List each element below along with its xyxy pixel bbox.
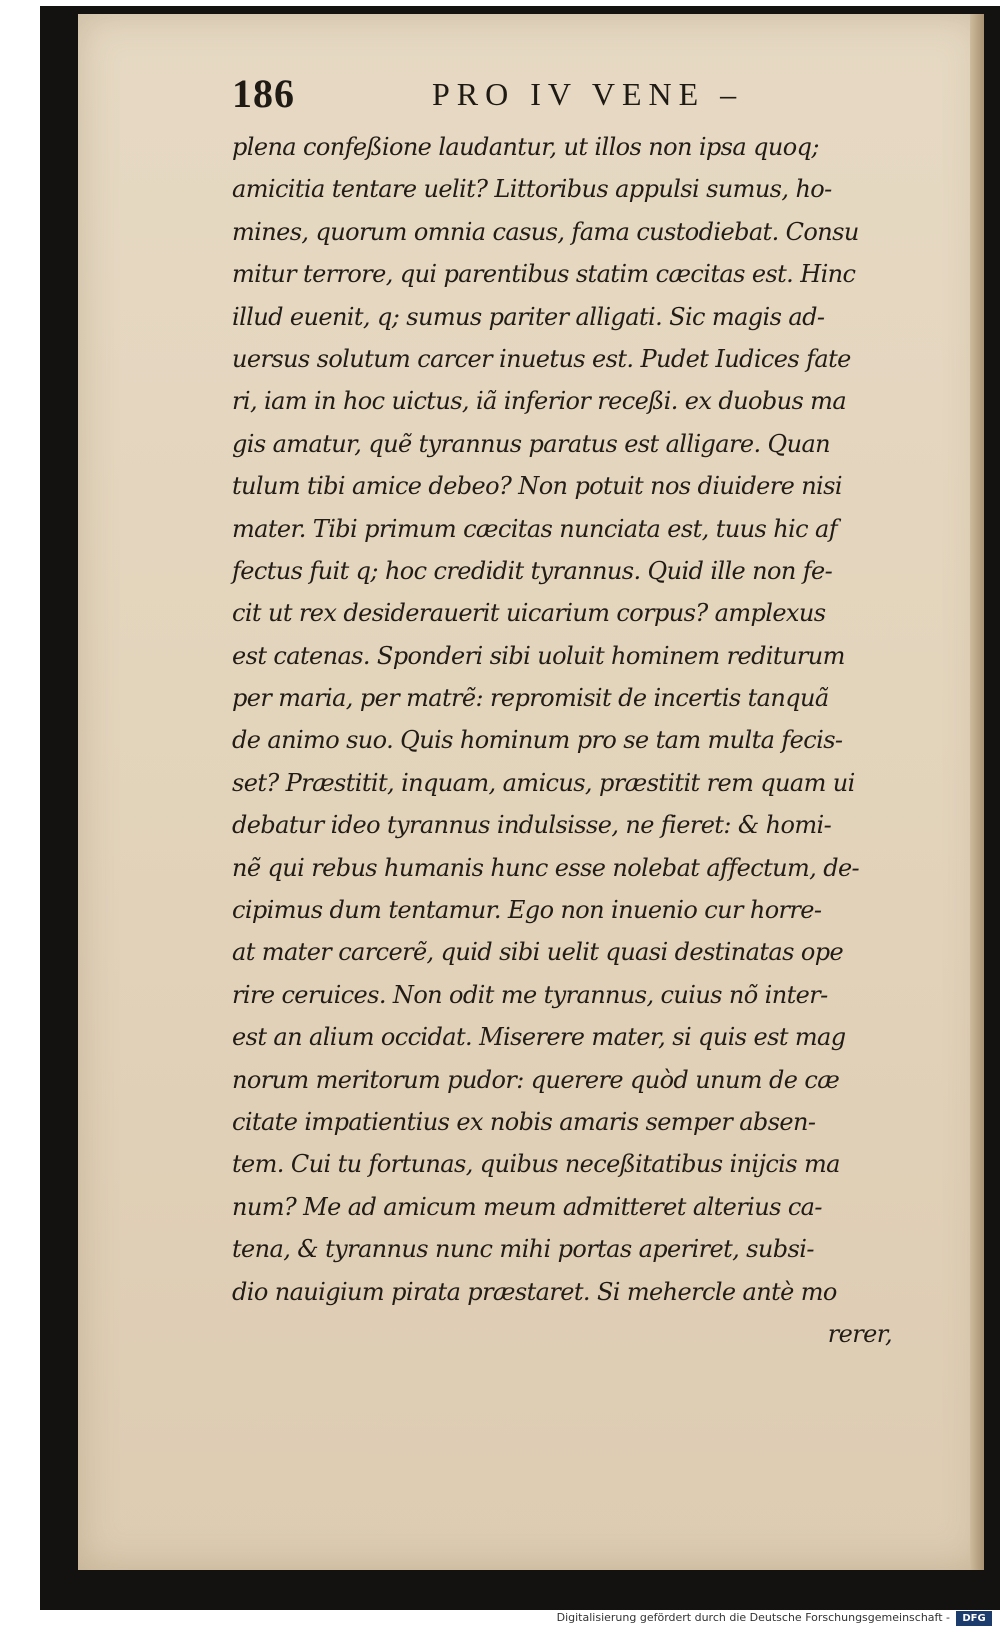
running-head [232, 70, 892, 122]
text-line: de animo suo. Quis hominum pro se tam multa fecis- [232, 726, 843, 755]
text-line: at mater carcerẽ, quid sibi uelit quasi destinatas ope [232, 938, 844, 967]
text-line: nẽ qui rebus humanis hunc esse nolebat affectum, de- [232, 853, 860, 882]
text-line: set? Præstitit, inquam, amicus, præstitit rem quam ui [232, 768, 855, 797]
text-line: debatur ideo tyrannus indulsisse, ne fieret: & homi- [232, 811, 832, 840]
text-line: citate impatientius ex nobis amaris semper absen- [232, 1107, 816, 1136]
text-line: ri, iam in hoc uictus, iã inferior receßi. ex duobus ma [232, 387, 847, 416]
running-title: PRO IV VENE – [432, 76, 744, 112]
page-edge [970, 14, 984, 1570]
text-line: cipimus dum tentamur. Ego non inuenio cur horre- [232, 896, 822, 925]
text-line: mater. Tibi primum cæcitas nunciata est, tuus hic af [232, 514, 837, 543]
page-number: 186 [232, 71, 295, 116]
text-line: mines, quorum omnia casus, fama custodiebat. Consu [232, 217, 859, 246]
text-line: gis amatur, quẽ tyrannus paratus est alligare. Quan [232, 429, 831, 458]
text-line: norum meritorum pudor: querere quòd unum de cæ [232, 1065, 840, 1094]
dfg-logo: DFG [956, 1611, 992, 1626]
text-line: est catenas. Sponderi sibi uoluit hominem rediturum [232, 641, 845, 670]
text-line: per maria, per matrẽ: repromisit de incertis tanquã [232, 684, 829, 713]
text-line: cit ut rex desiderauerit uicarium corpus? amplexus [232, 599, 826, 628]
text-line: illud euenit, q; sumus pariter alligati. Sic magis ad- [232, 302, 825, 331]
text-block [232, 126, 912, 1355]
text-line: tena, & tyrannus nunc mihi portas aperiret, subsi- [232, 1235, 814, 1264]
text-line: mitur terrore, qui parentibus statim cæcitas est. Hinc [232, 260, 856, 289]
text-line: est an alium occidat. Miserere mater, si quis est mag [232, 1023, 846, 1052]
text-line: tem. Cui tu fortunas, quibus neceßitatibus inijcis ma [232, 1150, 840, 1179]
text-line: uersus solutum carcer inuetus est. Pudet Iudices fate [232, 344, 851, 373]
text-line: plena confeßione laudantur, ut illos non ipsa quoq; [232, 133, 819, 161]
text-line: tulum tibi amice debeo? Non potuit nos diuidere nisi [232, 472, 842, 501]
text-line: rire ceruices. Non odit me tyrannus, cuius nõ inter- [232, 980, 828, 1009]
text-line: num? Me ad amicum meum admitteret alterius ca- [232, 1192, 822, 1221]
footer-bar [0, 1610, 1000, 1628]
text-line: dio nauigium pirata præstaret. Si mehercle antè mo [232, 1277, 837, 1306]
text-line: fectus fuit q; hoc credidit tyrannus. Quid ille non fe- [232, 556, 833, 585]
text-line: amicitia tentare uelit? Littoribus appulsi sumus, ho- [232, 175, 832, 204]
catchword: rerer, [827, 1319, 892, 1348]
footer-credit: Digitalisierung gefördert durch die Deutsche Forschungsgemeinschaft - [556, 1611, 950, 1624]
